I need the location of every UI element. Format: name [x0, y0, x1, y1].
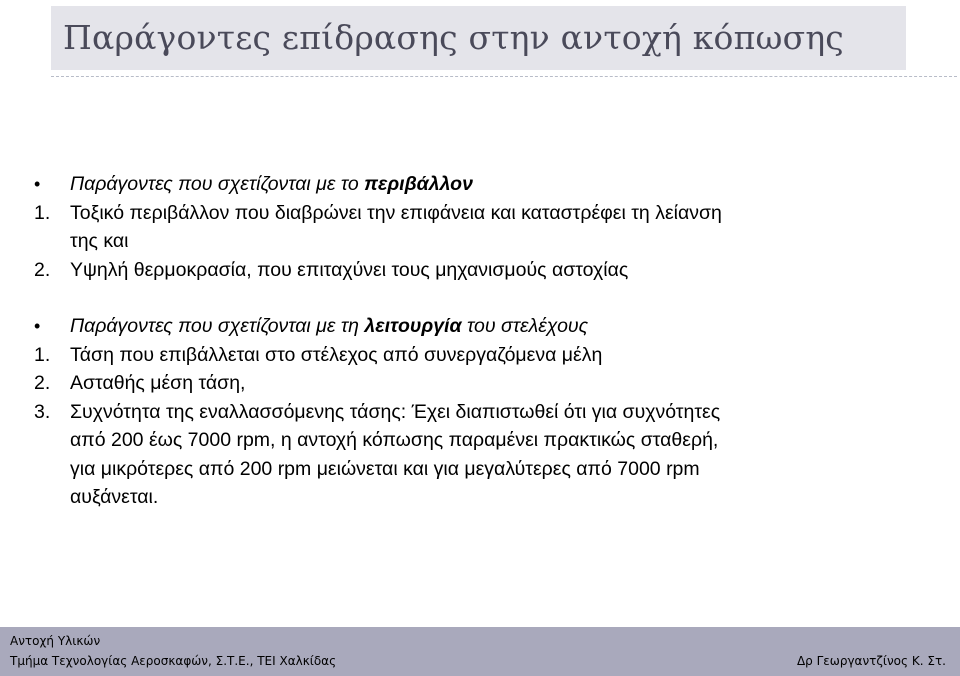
bullet-marker: • — [34, 174, 41, 194]
footer-course: Αντοχή Υλικών — [10, 634, 101, 648]
slide-body — [34, 170, 894, 512]
title-divider — [51, 76, 957, 77]
item-number: 2. — [34, 258, 51, 281]
item-text: Υψηλή θερμοκρασία, που επιταχύνει τους μηχανισμούς αστοχίας — [70, 258, 629, 281]
list-item-continuation — [34, 455, 894, 484]
indent — [34, 483, 70, 512]
indent — [34, 455, 70, 484]
footer-department: Τμήμα Τεχνολογίας Αεροσκαφών, Σ.Τ.Ε., ΤΕΙ Χαλκίδας — [10, 654, 337, 668]
item-number: 1. — [34, 201, 51, 224]
item-text: από 200 έως 7000 rpm, η αντοχή κόπωσης παραμένει πρακτικώς σταθερή, — [70, 429, 719, 451]
heading-keyword: περιβάλλον — [364, 173, 473, 195]
item-number: 2. — [34, 372, 51, 394]
heading-prefix: Παράγοντες που σχετίζονται με το — [70, 173, 365, 195]
list-item — [34, 341, 894, 370]
list-item — [34, 398, 894, 427]
item-text: Τάση που επιβάλλεται στο στέλεχος από συνεργαζόμενα μέλη — [70, 343, 603, 366]
item-number: 3. — [34, 400, 51, 423]
heading-text — [70, 170, 894, 199]
title-band — [51, 6, 906, 70]
bullet-marker: • — [34, 316, 41, 336]
heading-text — [70, 312, 894, 341]
heading-prefix: Παράγοντες που σχετίζονται με τη — [70, 315, 365, 337]
heading-keyword: λειτουργία — [364, 315, 462, 337]
list-item — [34, 369, 894, 398]
item-text: αυξάνεται. — [70, 486, 159, 508]
list-item — [34, 199, 894, 228]
footer-author: Δρ Γεωργαντζίνος Κ. Στ. — [796, 654, 946, 668]
item-text: για μικρότερες από 200 rpm μειώνεται και για μεγαλύτερες από 7000 rpm — [70, 457, 700, 480]
section-environment-heading — [34, 170, 894, 199]
section-operation-heading — [34, 312, 894, 341]
list-item-continuation — [34, 483, 894, 512]
item-text: Συχνότητα της εναλλασσόμενης τάσης: Έχει διαπιστωθεί ότι για συχνότητες — [70, 400, 721, 423]
indent — [34, 426, 70, 455]
slide-footer — [0, 627, 960, 676]
indent — [34, 227, 70, 256]
list-item-continuation — [34, 227, 894, 256]
item-number: 1. — [34, 343, 51, 366]
slide-title: Παράγοντες επίδρασης στην αντοχή κόπωσης — [63, 18, 844, 57]
heading-suffix: του στελέχους — [461, 315, 589, 337]
list-item-continuation — [34, 426, 894, 455]
section-gap — [34, 284, 894, 312]
item-text: Ασταθής μέση τάση, — [70, 372, 246, 394]
item-text: Τοξικό περιβάλλον που διαβρώνει την επιφάνεια και καταστρέφει τη λείανση — [70, 201, 722, 224]
item-text: της και — [70, 230, 129, 252]
list-item — [34, 256, 894, 285]
